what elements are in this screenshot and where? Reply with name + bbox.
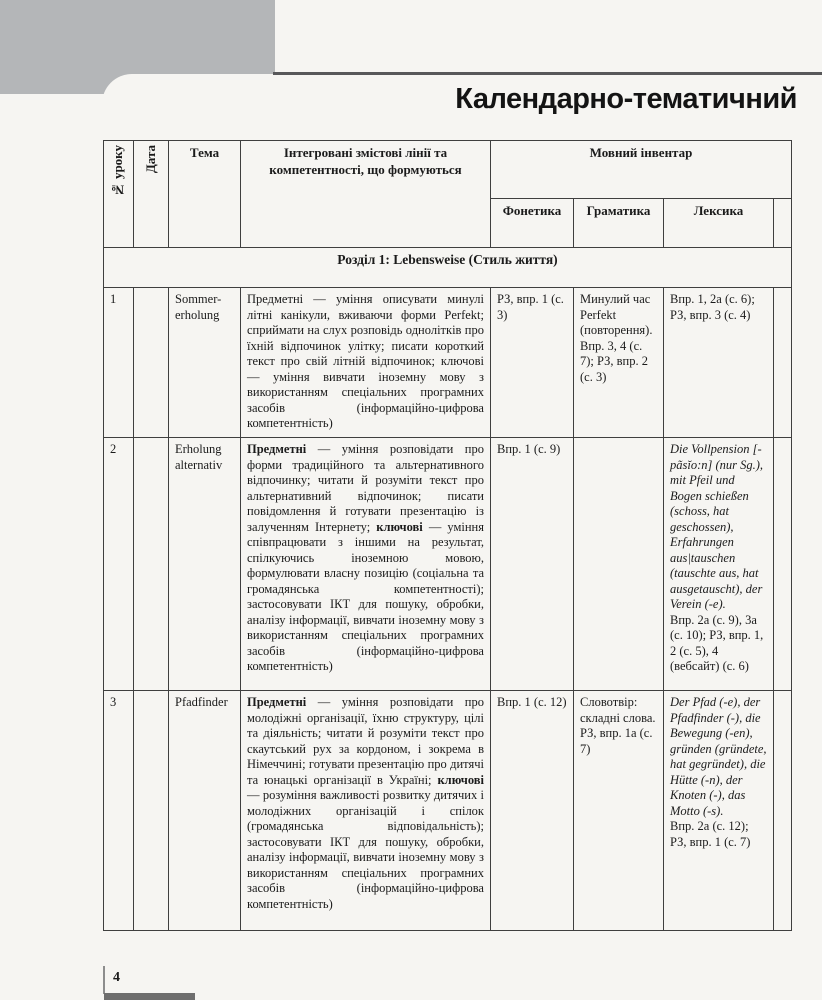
- date-cell: [134, 691, 169, 931]
- phonetics-cell: РЗ, впр. 1 (с. 3): [491, 288, 574, 438]
- col-header-date: [134, 141, 169, 248]
- lexis-cell: Der Pfad (-e), der Pfadfinder (-), die Bewegung (-en), gründen (gründete, hat gegründet), die Hütte (-n), der Knoten (-), das Motto (-s). Впр. 2а (с. 12); РЗ, впр. 1 (с. 7): [664, 691, 774, 931]
- col-header-language-inventory: Мовний інвентар: [491, 141, 792, 199]
- lexis-cell: Впр. 1, 2а (с. 6); РЗ, впр. 3 (с. 4): [664, 288, 774, 438]
- col-header-lesson-no-label: № уроку: [110, 145, 126, 198]
- grammar-cell: Словотвір: складні слова. РЗ, впр. 1а (с. 7): [574, 691, 664, 931]
- topic-cell: Erholung alternativ: [169, 438, 241, 691]
- table-row: [104, 691, 792, 931]
- table-row: [104, 288, 792, 438]
- col-header-lexis: Лексика: [664, 199, 774, 248]
- grammar-cell: [574, 438, 664, 691]
- table-row: [104, 438, 792, 691]
- competencies-cell: Предметні — уміння описувати минулі літні канікули, вживаючи форми Perfekt; сприймати на слух розповідь однолітків про їхній відпочинок улітку; писати короткий текст про свій літній відпочинок; ключові — уміння вивчати іноземну мову з використанням спеціальних програмних засобів (інформаційно-цифрова компетентність): [241, 288, 491, 438]
- col-header-phonetics: Фонетика: [491, 199, 574, 248]
- page-title: Календарно-тематичний: [455, 83, 797, 115]
- col-header-date-label: Дата: [142, 145, 158, 174]
- spacer-cell: [774, 438, 792, 691]
- phonetics-cell: Впр. 1 (с. 12): [491, 691, 574, 931]
- topic-cell: Sommer-erholung: [169, 288, 241, 438]
- col-header-competencies: Інтегровані змістові лінії та компетентності, що формуються: [241, 141, 491, 248]
- col-header-topic: Тема: [169, 141, 241, 248]
- spacer-cell: [774, 288, 792, 438]
- spacer-cell: [774, 691, 792, 931]
- topic-cell: Pfadfinder: [169, 691, 241, 931]
- lexis-cell: Die Vollpension [-pãsĭo:n] (nur Sg.), mit Pfeil und Bogen schießen (schoss, hat geschossen), Erfahrungen aus|tauschen (tauschte aus, hat ausgetauscht), der Verein (-e). Впр. 2а (с. 9), 3а (с. 10); РЗ, впр. 1, 2 (с. 5), 4 (вебсайт) (с. 6): [664, 438, 774, 691]
- phonetics-cell: Впр. 1 (с. 9): [491, 438, 574, 691]
- competencies-cell: Предметні — уміння розповідати про форми традиційного та альтернативного відпочинку; читати й розуміти текст про альтернативний відпочинок; писати повідомлення й готувати презентацію із залученням Інтернету; ключові — уміння співпрацювати з іншими на результат, спілкуючись іноземною мовою, формулювати власну позицію (соціальна та громадянська компетентності); застосовувати ІКТ для пошуку, обробки, аналізу інформації, вивчати іноземну мову з використанням спеціальних програмних засобів (інформаційно-цифрова компетентність): [241, 438, 491, 691]
- grammar-cell: Минулий час Perfekt (повторення). Впр. 3, 4 (с. 7); РЗ, впр. 2 (с. 3): [574, 288, 664, 438]
- date-cell: [134, 438, 169, 691]
- footer-divider: [103, 966, 105, 994]
- lesson-number: 2: [104, 438, 134, 691]
- header-rule: [273, 72, 822, 75]
- section-title: Розділ 1: Lebensweise (Стиль життя): [104, 248, 792, 288]
- lesson-number: 1: [104, 288, 134, 438]
- footer-bar: [104, 993, 195, 1000]
- date-cell: [134, 288, 169, 438]
- competencies-cell: Предметні — уміння розповідати про молодіжні організації, їхню структуру, цілі та діяльність; читати й розуміти текст про скаутський рух за кордоном, і зокрема в Німеччині; готувати презентацію про дитячі та юнацькі організації в Україні; ключові — розуміння важливості розвитку дитячих і молодіжних організацій і спілок (громадянська відповідальність); застосовувати ІКТ для пошуку, обробки, аналізу інформації, вивчати іноземну мову з використанням спеціальних програмних засобів (інформаційно-цифрова компетентність): [241, 691, 491, 931]
- col-header-lesson-no: [104, 141, 134, 248]
- col-header-grammar: Граматика: [574, 199, 664, 248]
- lesson-number: 3: [104, 691, 134, 931]
- calendar-plan-table: [103, 140, 792, 931]
- page-number: 4: [113, 970, 120, 985]
- col-header-spacer: [774, 199, 792, 248]
